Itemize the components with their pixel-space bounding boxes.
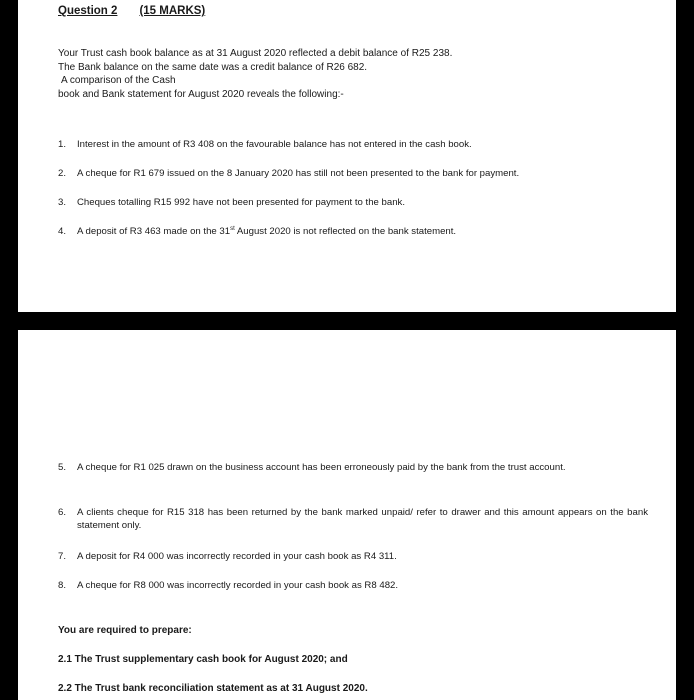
list-item-number: 6.	[58, 507, 67, 518]
question-heading	[58, 5, 205, 17]
list-item-number: 3.	[58, 197, 67, 208]
list-item-text: A cheque for R8 000 was incorrectly recorded in your cash book as R8 482.	[77, 580, 399, 591]
list-item	[58, 167, 648, 180]
list-item-text: A deposit for R4 000 was incorrectly recorded in your cash book as R4 311.	[77, 551, 397, 562]
intro-line-4: book and Bank statement for August 2020 reveals the following:-	[58, 88, 344, 100]
intro-line-1: Your Trust cash book balance as at 31 August 2020 reflected a debit balance of R25 238.	[58, 48, 453, 59]
list-item	[58, 225, 648, 238]
list-item-number: 2.	[58, 168, 67, 179]
ordinal-suffix: st	[230, 225, 235, 232]
list-item	[58, 196, 648, 209]
list-item-text: Interest in the amount of R3 408 on the favourable balance has not entered in the cash book.	[77, 139, 472, 150]
requirement-2-1: 2.1 The Trust supplementary cash book for August 2020; and	[58, 654, 348, 665]
requirement-2-2: 2.2 The Trust bank reconciliation statement as at 31 August 2020.	[58, 683, 368, 694]
question-marks: (15 MARKS)	[139, 5, 206, 17]
list-item	[58, 506, 648, 532]
list-item-text-part: A deposit of R3 463 made on the 31	[77, 226, 231, 237]
question-title: Question 2	[58, 5, 118, 17]
intro-line-3: A comparison of the Cash	[61, 75, 176, 86]
page-section-top	[18, 0, 676, 312]
list-item	[58, 550, 648, 563]
intro-line-2: The Bank balance on the same date was a credit balance of R26 682.	[58, 61, 368, 73]
list-item-text-part: August 2020 is not reflected on the bank statement.	[234, 226, 457, 237]
list-item-text: A clients cheque for R15 318 has been returned by the bank marked unpaid/ refer to drawer and this amount appears on the bank statement only.	[77, 507, 648, 531]
list-item	[58, 138, 648, 151]
intro-paragraph	[58, 47, 452, 101]
list-item-text	[77, 225, 648, 238]
list-item-number: 1.	[58, 139, 67, 150]
list-item-text: A cheque for R1 025 drawn on the business account has been erroneously paid by the bank from the trust account.	[77, 462, 566, 473]
list-item	[58, 461, 648, 474]
page-section-bottom	[18, 330, 676, 700]
list-item-number: 4.	[58, 226, 67, 237]
requirements-heading: You are required to prepare:	[58, 625, 192, 636]
list-item-text: Cheques totalling R15 992 have not been presented for payment to the bank.	[77, 197, 406, 208]
list-item-number: 5.	[58, 462, 67, 473]
list-item-number: 7.	[58, 551, 67, 562]
list-item-text: A cheque for R1 679 issued on the 8 January 2020 has still not been presented to the bank for payment.	[77, 168, 520, 179]
list-item	[58, 579, 648, 592]
list-item-number: 8.	[58, 580, 67, 591]
